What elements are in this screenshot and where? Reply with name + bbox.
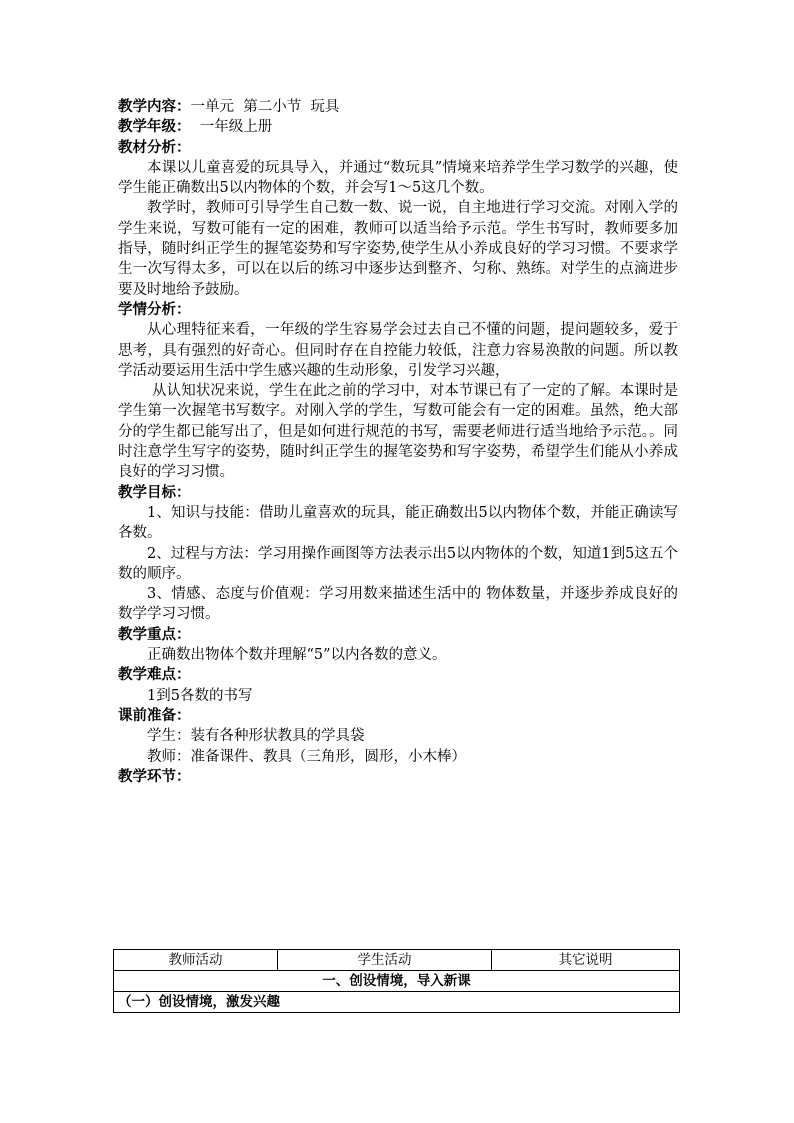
goal-item-3: 3、情感、态度与价值观：学习用数来描述生活中的 物体数量，并逐步养成良好的数学学习习惯。 xyxy=(118,586,678,623)
situation-heading: 学情分析： xyxy=(118,301,191,318)
prep-heading: 课前准备： xyxy=(118,707,191,724)
table-header-row xyxy=(114,950,680,971)
difficulty-text: 1到5各数的书写 xyxy=(147,687,253,704)
key-heading: 教学重点： xyxy=(118,626,191,643)
table-subsection-row xyxy=(114,992,680,1013)
table-section-row xyxy=(114,971,680,992)
grade-value: 一年级上册 xyxy=(190,119,273,136)
header-student-activity: 学生活动 xyxy=(278,950,492,971)
goal-item-2: 2、过程与方法：学习用操作画图等方法表示出5以内物体的个数，知道1到5这五个数的顺序。 xyxy=(118,545,678,582)
grade-label: 教学年级： xyxy=(118,119,191,136)
grade-line xyxy=(118,117,678,137)
process-heading: 教学环节： xyxy=(118,768,191,785)
content-value: 一单元 第二小节 玩具 xyxy=(190,99,340,115)
process-table xyxy=(113,949,680,1013)
lesson-plan-document xyxy=(118,97,678,787)
header-teacher-activity: 教师活动 xyxy=(114,950,278,971)
material-paragraph-2: 教学时，教师可引导学生自己数一数、说一说，自主地进行学习交流。对刚入学的学生来说，写数可能有一定的困难，教师可以适当给予示范。学生书写时，教师要多加指导，随时纠正学生的握笔姿势和写字姿势,使学生从小养成良好的学习习惯。不要求学生一次写得太多，可以在以后的练习中逐步达到整齐、匀称、熟练。对学生的点滴进步要及时地给予鼓励。 xyxy=(118,200,678,298)
key-text: 正确数出物体个数并理解“5”以内各数的意义。 xyxy=(147,647,447,664)
header-other-notes: 其它说明 xyxy=(492,950,680,971)
material-paragraph-1: 本课以儿童喜爱的玩具导入，并通过“数玩具”情境来培养学生学习数学的兴趣，使学生能正确数出5以内物体的个数，并会写1～5这几个数。 xyxy=(118,159,678,197)
material-heading: 教材分析： xyxy=(118,139,191,156)
content-line xyxy=(118,97,678,117)
subsection-title: （一）创设情境，激发兴趣 xyxy=(114,992,680,1013)
content-label: 教学内容： xyxy=(118,99,191,115)
situation-paragraph-1: 从心理特征来看，一年级的学生容易学会过去自己不懂的问题，提问题较多，爱于思考，具有强烈的好奇心。但同时存在自控能力较低，注意力容易涣散的问题。所以教学活动要运用生活中学生感兴趣的生动形象，引发学习兴趣， xyxy=(118,322,678,379)
goal-item-1: 1、知识与技能：借助儿童喜欢的玩具，能正确数出5以内物体个数，并能正确读写各数。 xyxy=(118,504,678,542)
goals-heading: 教学目标： xyxy=(118,484,191,501)
difficulty-heading: 教学难点： xyxy=(118,667,191,684)
section-title: 一、创设情境，导入新课 xyxy=(114,971,680,992)
prep-teacher: 教师：准备课件、教具（三角形，圆形，小木棒） xyxy=(147,748,466,765)
situation-paragraph-2: 从认知状况来说，学生在此之前的学习中，对本节课已有了一定的了解。本课时是学生第一次握笔书写数字。对刚入学的学生，写数可能会有一定的困难。虽然，绝大部分的学生都已能写出了，但是如何进行规范的书写，需要老师进行适当地给予示范。。同时注意学生写字的姿势，随时纠正学生的握笔姿势和写字姿势，希望学生们能从小养成良好的学习习惯。 xyxy=(118,383,678,481)
prep-student: 学生：装有各种形状教具的学具袋 xyxy=(147,728,365,745)
